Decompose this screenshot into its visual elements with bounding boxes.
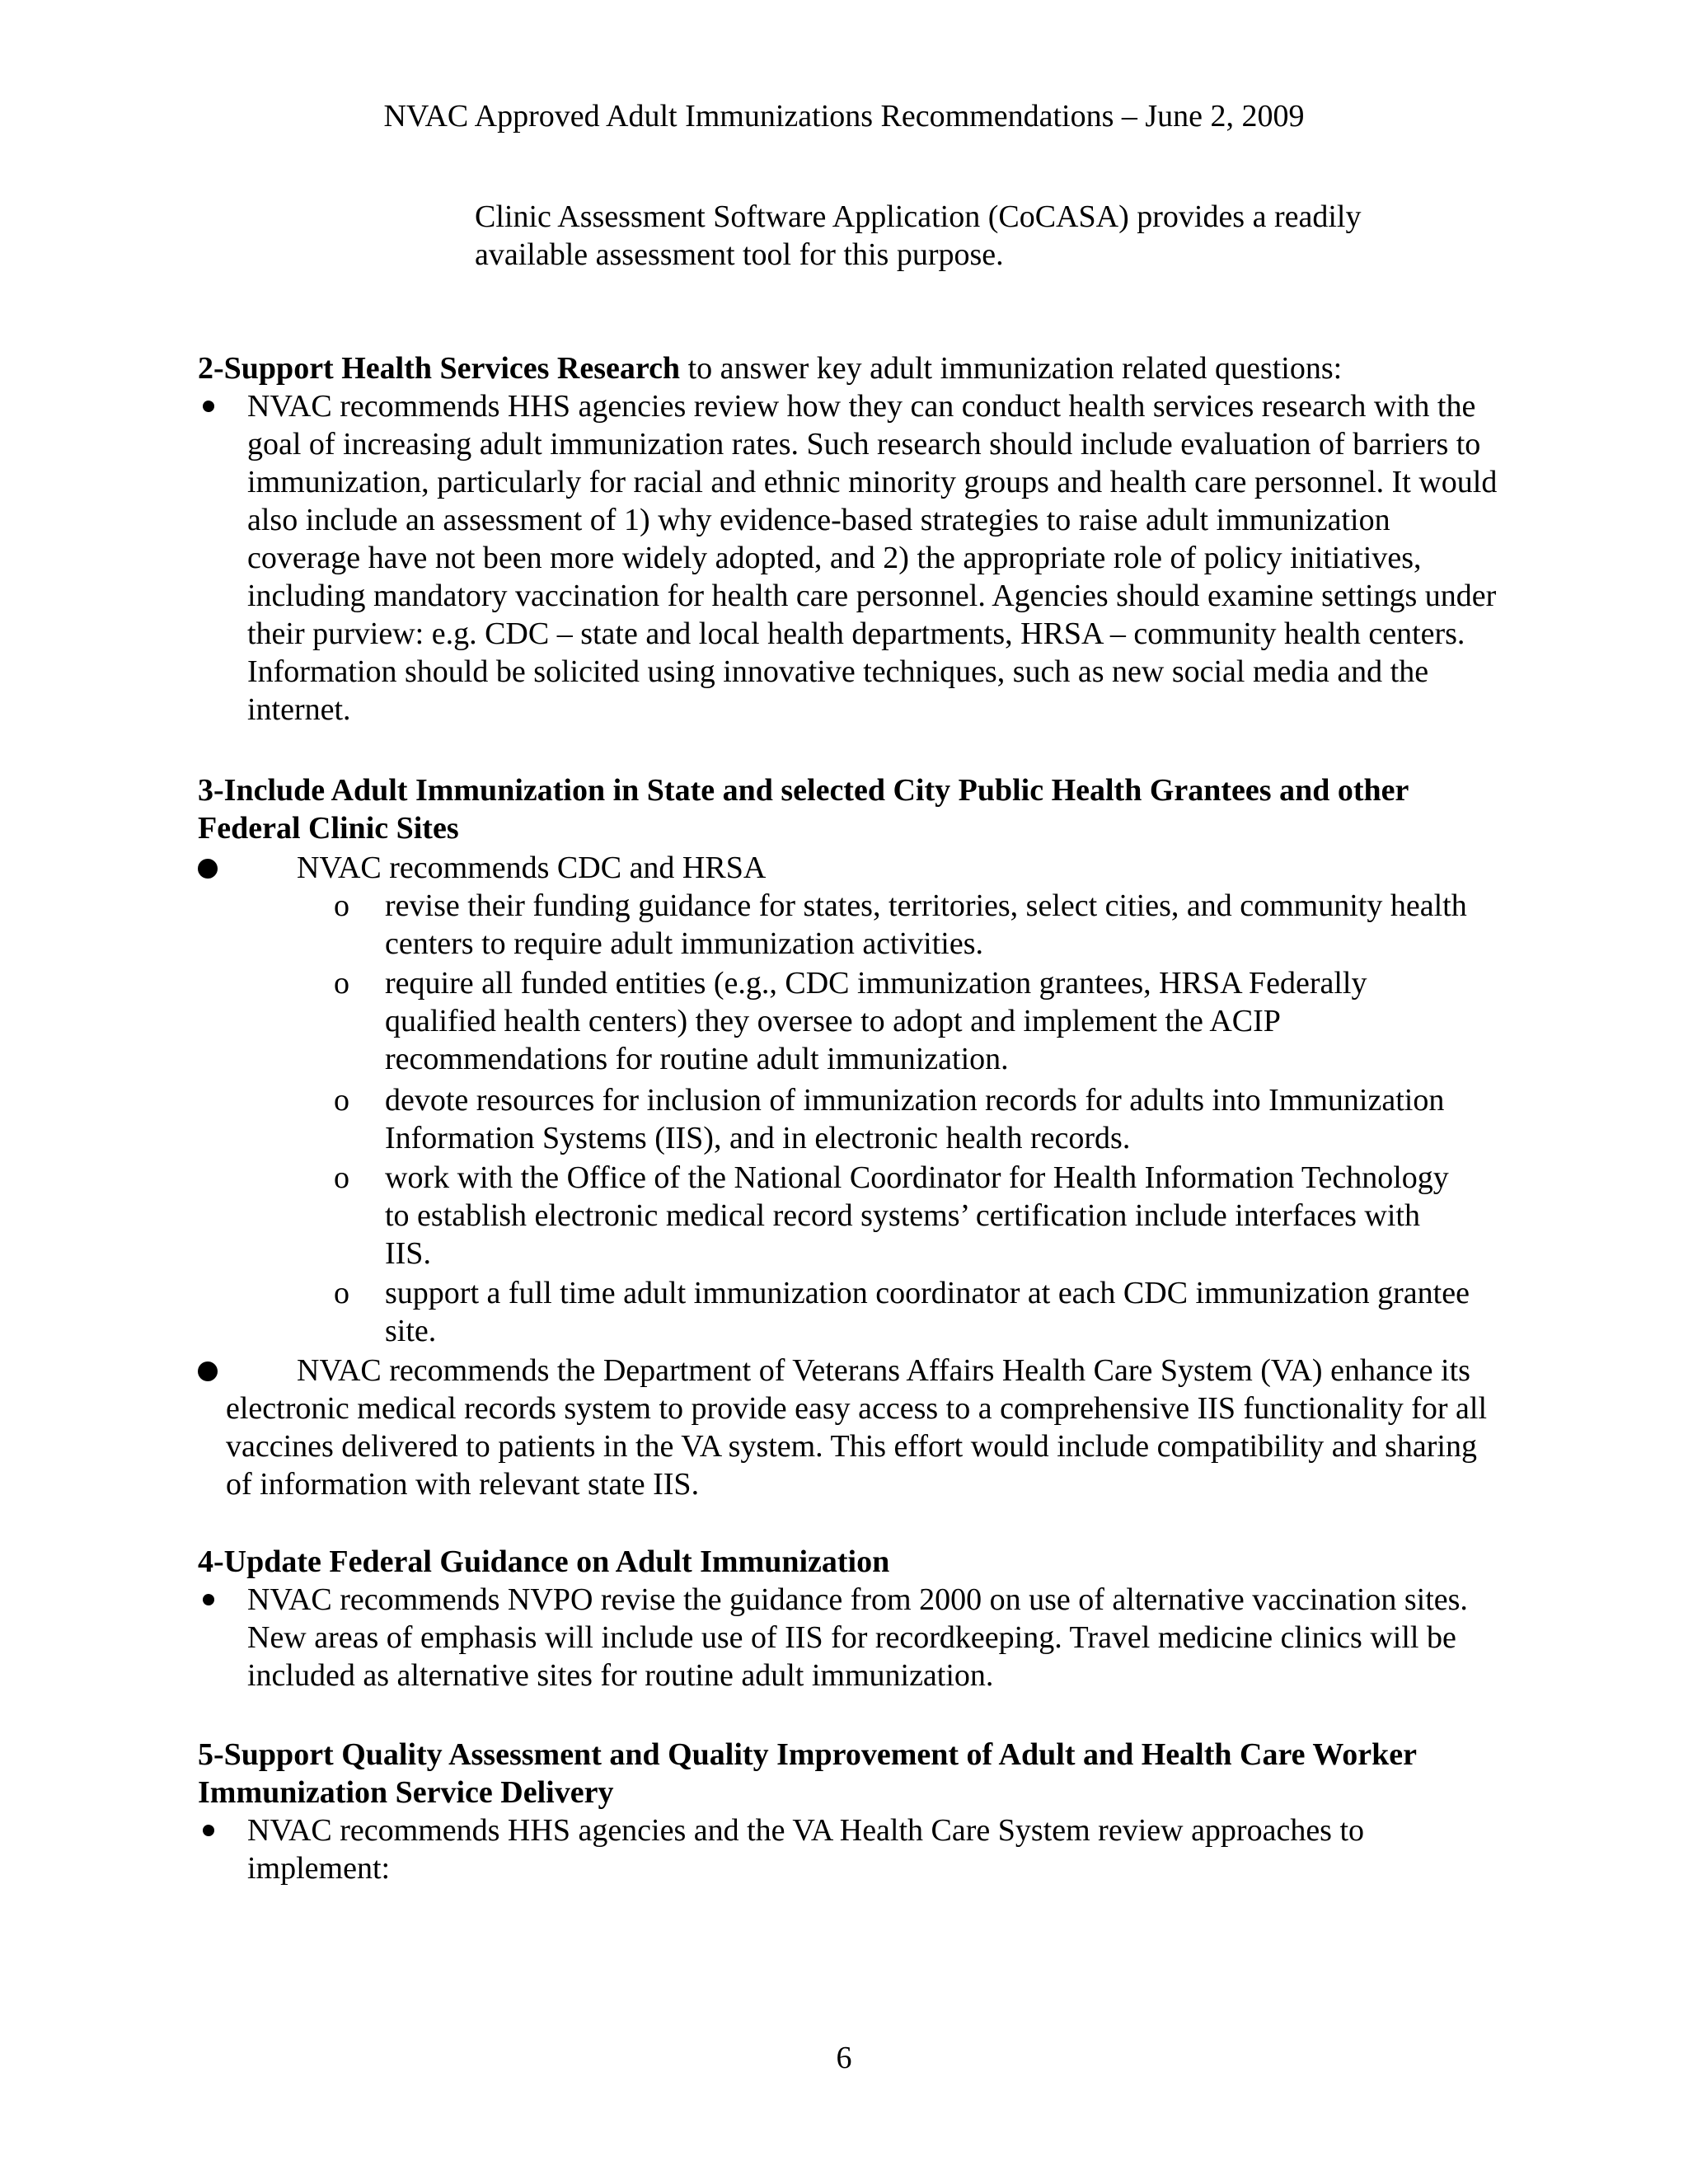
page-header: NVAC Approved Adult Immunizations Recommendations – June 2, 2009 bbox=[383, 99, 1305, 134]
sub-item-text: revise their funding guidance for states, territories, select cities, and community health centers to require adult immunization activities. bbox=[385, 888, 1467, 961]
section-4-heading: 4-Update Federal Guidance on Adult Immunization bbox=[198, 1544, 890, 1579]
sub-bullet-marker: o bbox=[334, 1160, 349, 1195]
section-2-heading-bold: 2-Support Health Services Research bbox=[198, 351, 681, 386]
sub-item-text: support a full time adult immunization coordinator at each CDC immunization grantee site. bbox=[385, 1276, 1470, 1348]
sub-bullet-marker: o bbox=[334, 888, 349, 923]
sub-item-text: devote resources for inclusion of immunization records for adults into Immunization Information Systems (IIS), and in electronic health records. bbox=[385, 1083, 1445, 1155]
section-2-bullet-text: NVAC recommends HHS agencies review how they can conduct health services research with the goal of increasing adult immunization rates. Such research should include evaluation of barriers to immunization, particularly for racial and ethnic minority groups and health care personnel. It would also include an assessment of 1) why evidence-based strategies to raise adult immunization coverage have not been more widely adopted, and 2) the appropriate role of policy initiatives, including mandatory vaccination for health care personnel. Agencies should examine settings under their purview: e.g. CDC – state and local health departments, HRSA – community health centers. Information should be solicited using innovative techniques, such as new social media and the internet. bbox=[247, 389, 1498, 727]
section-3-bullet-2-text: NVAC recommends the Department of Veterans Affairs Health Care System (VA) enhance its electronic medical records system to provide easy access to a comprehensive IIS functionality for all vaccines delivered to patients in the VA system. This effort would include compatibility and sharing of information with relevant state IIS. bbox=[226, 1353, 1488, 1502]
section-5-bullet bbox=[198, 1811, 1500, 1887]
bullet-icon bbox=[203, 1594, 214, 1605]
section-5-bullet-text: NVAC recommends HHS agencies and the VA Health Care System review approaches to implement: bbox=[247, 1813, 1365, 1886]
bullet-icon bbox=[198, 1361, 218, 1381]
section-5-heading: 5-Support Quality Assessment and Quality Improvement of Adult and Health Care Worker Immunization Service Delivery bbox=[198, 1737, 1417, 1810]
sub-item bbox=[334, 1274, 1471, 1350]
bullet-icon bbox=[203, 1825, 214, 1836]
sub-item-text: require all funded entities (e.g., CDC immunization grantees, HRSA Federally qualified health centers) they oversee to adopt and implement the ACIP recommendations for routine adult immunization. bbox=[385, 966, 1367, 1076]
section-4-bullet bbox=[198, 1581, 1500, 1694]
section-3-bullet-1 bbox=[198, 849, 1500, 887]
bullet-icon bbox=[198, 859, 218, 879]
section-3-bullet-2 bbox=[198, 1352, 1500, 1503]
section-2-heading-rest: to answer key adult immunization related questions: bbox=[680, 351, 1343, 386]
page-number: 6 bbox=[836, 2041, 852, 2075]
sub-bullet-marker: o bbox=[334, 966, 349, 1001]
section-4-bullet-text: NVAC recommends NVPO revise the guidance from 2000 on use of alternative vaccination sites. New areas of emphasis will include use of IIS for recordkeeping. Travel medicine clinics will be included as alternative sites for routine adult immunization. bbox=[247, 1582, 1468, 1693]
sub-item bbox=[334, 964, 1471, 1078]
sub-bullet-marker: o bbox=[334, 1276, 349, 1310]
sub-item bbox=[334, 1081, 1471, 1157]
sub-item-text: work with the Office of the National Coordinator for Health Information Technology to establish electronic medical record systems’ certification include interfaces with IIS. bbox=[385, 1160, 1449, 1271]
section-2-bullet bbox=[198, 387, 1500, 729]
section-3-bullet-1-text: NVAC recommends CDC and HRSA bbox=[297, 851, 767, 885]
section-2-heading bbox=[198, 349, 1500, 387]
sub-item bbox=[334, 1159, 1471, 1272]
sub-item bbox=[334, 887, 1471, 963]
bullet-icon bbox=[203, 401, 214, 412]
continuation-paragraph: Clinic Assessment Software Application (CoCASA) provides a readily available assessment tool for this purpose. bbox=[475, 199, 1362, 272]
sub-bullet-marker: o bbox=[334, 1083, 349, 1118]
section-3-heading: 3-Include Adult Immunization in State and selected City Public Health Grantees and other Federal Clinic Sites bbox=[198, 773, 1409, 846]
